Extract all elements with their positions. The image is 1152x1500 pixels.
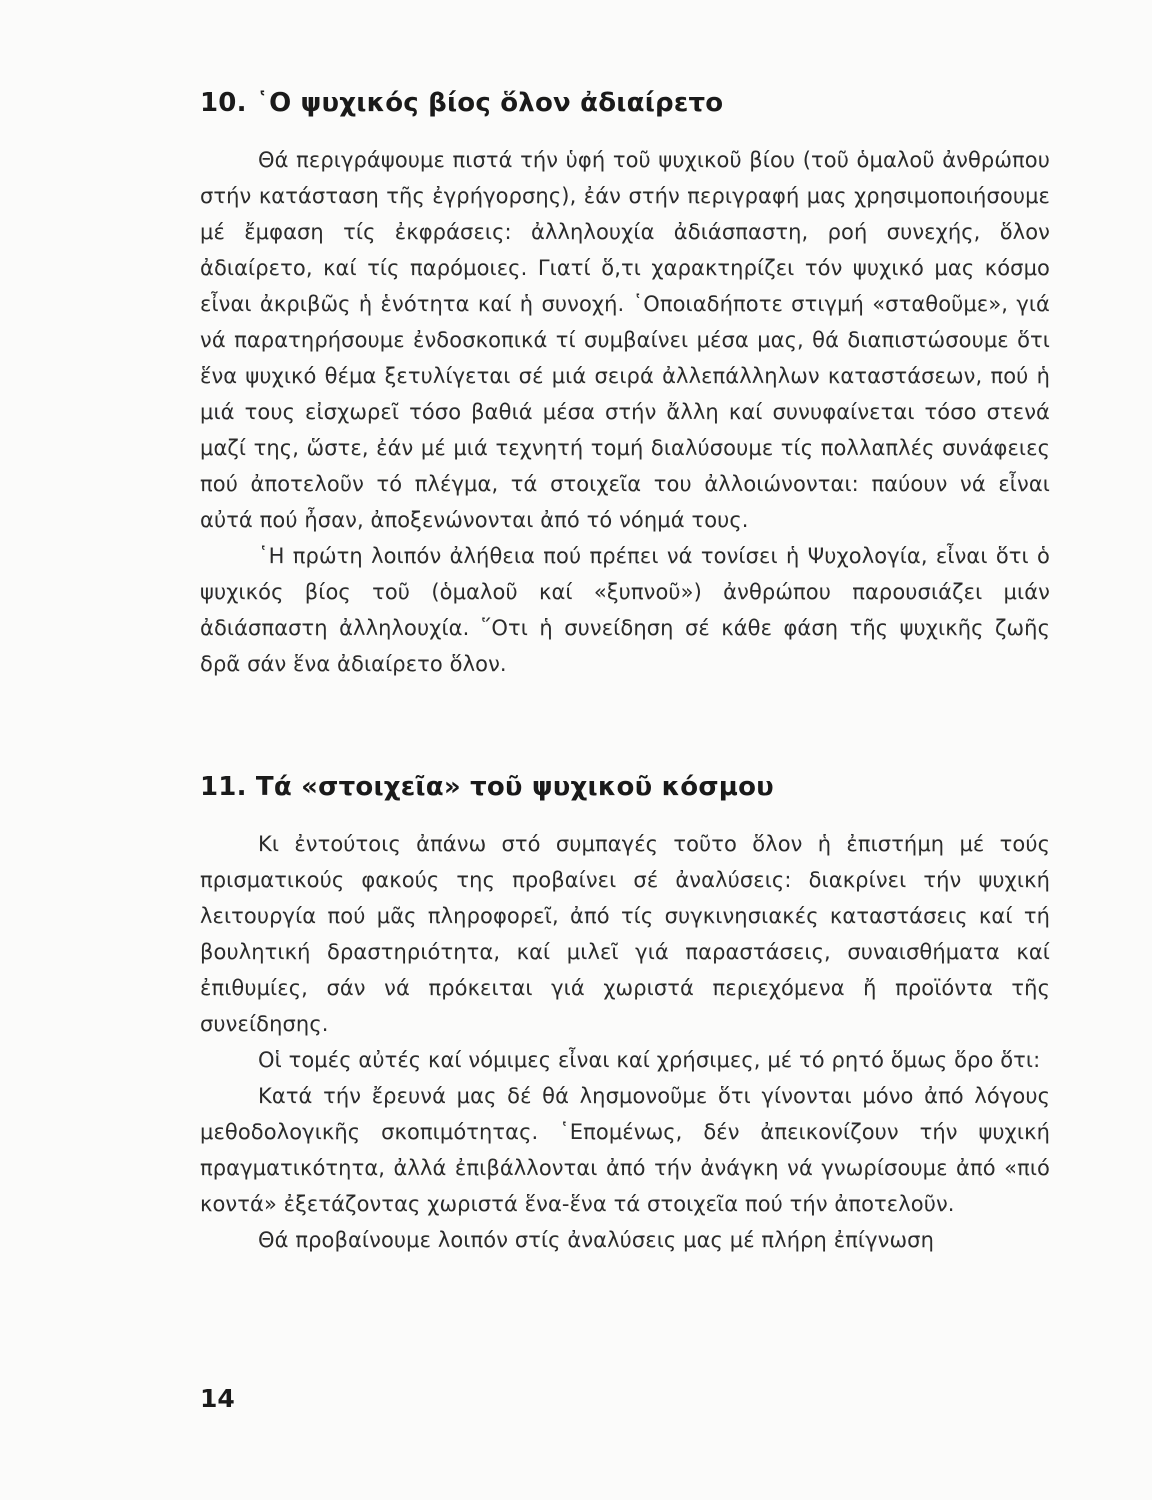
paragraph: Κατά τήν ἔρευνά μας δέ θά λησμονοῦμε ὅτι γίνονται μόνο ἀπό λόγους μεθοδολογικῆς σκοπιμότητας. ῾Επομένως, δέν ἀπεικονίζουν τήν ψυχική πραγματικότητα, ἀλλά ἐπιβάλλονται ἀπό τήν ἀνάγκη νά γνωρίσουμε ἀπό «πιό κοντά» ἐξετάζοντας χωριστά ἕνα-ἕνα τά στοιχεῖα πού τήν ἀποτελοῦν.: [200, 1084, 1050, 1216]
section-heading-10: 10. ῾Ο ψυχικός βίος ὅλον ἀδιαίρετο: [200, 88, 724, 118]
paragraph: Θά προβαίνουμε λοιπόν στίς ἀναλύσεις μας μέ πλήρη ἐπίγνωση: [258, 1228, 934, 1252]
paragraph: Οἱ τομές αὐτές καί νόμιμες εἶναι καί χρήσιμες, μέ τό ρητό ὅμως ὅρο ὅτι:: [258, 1048, 1041, 1072]
paragraph: ῾Η πρώτη λοιπόν ἀλήθεια πού πρέπει νά τονίσει ἡ Ψυχολογία, εἶναι ὅτι ὁ ψυχικός βίος τοῦ (ὁμαλοῦ καί «ξυπνοῦ») ἀνθρώπου παρουσιάζει μιάν ἀδιάσπαστη ἀλληλουχία. ῞Οτι ἡ συνείδηση σέ κάθε φάση τῆς ψυχικῆς ζωῆς δρᾶ σάν ἕνα ἀδιαίρετο ὅλον.: [200, 544, 1050, 676]
paragraph: Κι ἐντούτοις ἀπάνω στό συμπαγές τοῦτο ὅλον ἡ ἐπιστήμη μέ τούς πρισματικούς φακούς της προβαίνει σέ ἀναλύσεις: διακρίνει τήν ψυχική λειτουργία πού μᾶς πληροφορεῖ, ἀπό τίς συγκινησιακές καταστάσεις καί τή βουλητική δραστηριότητα, καί μιλεῖ γιά παραστάσεις, συναισθήματα καί ἐπιθυμίες, σάν νά πρόκειται γιά χωριστά περιεχόμενα ἤ προϊόντα τῆς συνείδησης.: [200, 832, 1050, 1036]
section-heading-11: 11. Τά «στοιχεῖα» τοῦ ψυχικοῦ κόσμου: [200, 772, 774, 802]
paragraph: Θά περιγράψουμε πιστά τήν ὑφή τοῦ ψυχικοῦ βίου (τοῦ ὁμαλοῦ ἀνθρώπου στήν κατάσταση τῆς ἐγρήγορσης), ἐάν στήν περιγραφή μας χρησιμοποιήσουμε μέ ἔμφαση τίς ἐκφράσεις: ἀλληλουχία ἀδιάσπαστη, ροή συνεχής, ὅλον ἀδιαίρετο, καί τίς παρόμοιες. Γιατί ὅ,τι χαρακτηρίζει τόν ψυχικό μας κόσμο εἶναι ἀκριβῶς ἡ ἑνότητα καί ἡ συνοχή. ῾Οποιαδήποτε στιγμή «σταθοῦμε», γιά νά παρατηρήσουμε ἐνδοσκοπικά τί συμβαίνει μέσα μας, θά διαπιστώσουμε ὅτι ἕνα ψυχικό θέμα ξετυλίγεται σέ μιά σειρά ἀλλεπάλληλων καταστάσεων, πού ἡ μιά τους εἰσχωρεῖ τόσο βαθιά μέσα στήν ἄλλη καί συνυφαίνεται τόσο στενά μαζί της, ὥστε, ἐάν μέ μιά τεχνητή τομή διαλύσουμε τίς πολλαπλές συνάφειες πού ἀποτελοῦν τό πλέγμα, τά στοιχεῖα του ἀλλοιώνονται: παύουν νά εἶναι αὐτά πού ἦσαν, ἀποξενώνονται ἀπό τό νόημά τους.: [200, 148, 1050, 532]
text-column: [200, 86, 1050, 1258]
page-number: 14: [200, 1384, 235, 1413]
